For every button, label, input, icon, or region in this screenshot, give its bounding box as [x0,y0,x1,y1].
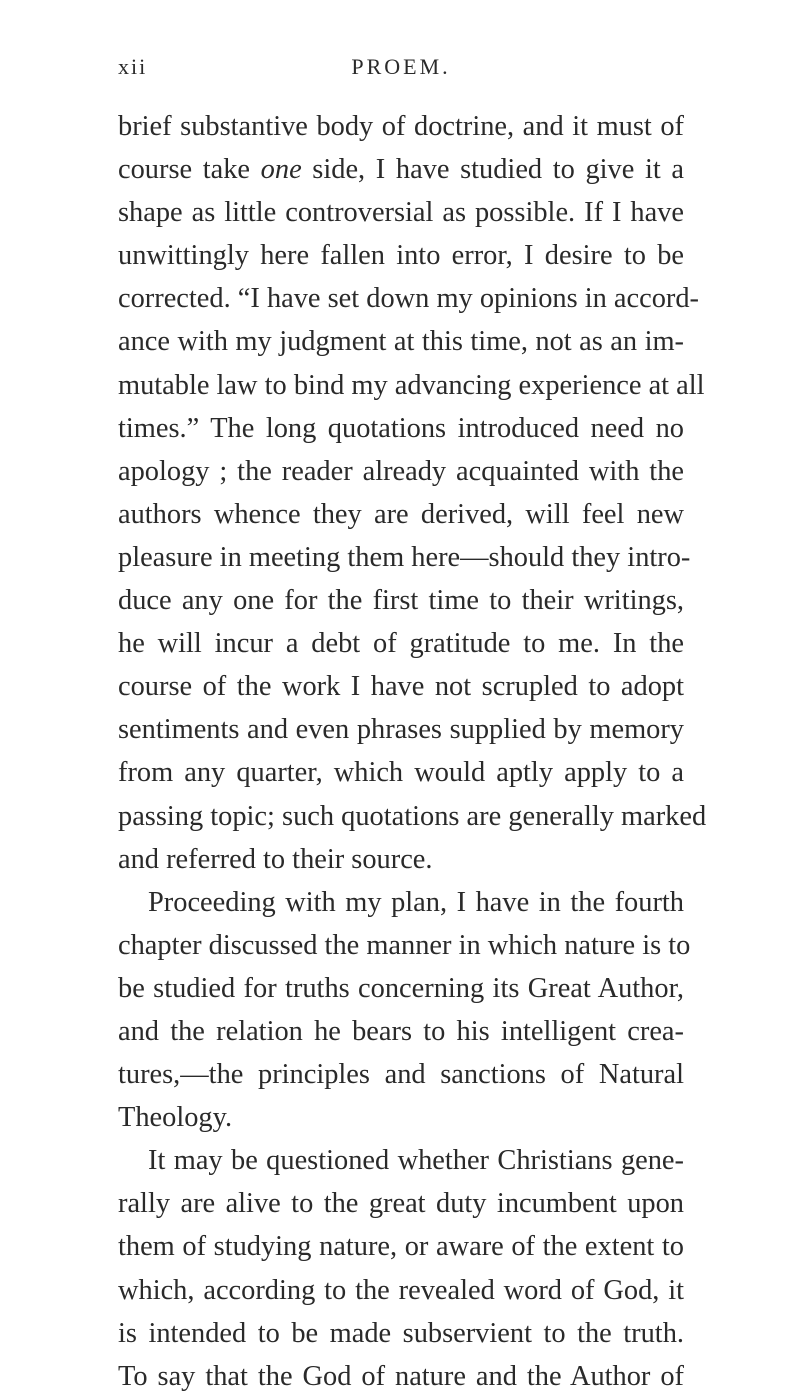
text-line [118,148,684,191]
page-header [118,54,684,84]
text-line: times.” The long quotations introduced need no [118,412,684,444]
text-line: passing topic; such quotations are generally marked [118,800,707,832]
text-line: unwittingly here fallen into error, I desire to be [118,240,684,272]
text-line: tures,—the principles and sanctions of Natural [118,1059,684,1091]
text-line: corrected. “I have set down my opinions in accord- [118,283,700,315]
text-line: duce any one for the first time to their writings, [118,585,684,617]
text-line: pleasure in meeting them here—should they intro- [118,541,691,573]
text-line: and the relation he bears to his intelligent crea- [118,1015,684,1047]
body-text [118,105,707,1398]
text-line: To say that the God of nature and the Author of [118,1360,684,1392]
text-line: and referred to their source. [118,843,433,875]
text-line: authors whence they are derived, will feel new [118,498,684,530]
text-line: be studied for truths concerning its Great Author, [118,972,684,1004]
text-line: them of studying nature, or aware of the extent to [118,1231,684,1263]
text-line: It may be questioned whether Christians gene- [148,1145,684,1177]
text-line: Proceeding with my plan, I have in the fourth [148,886,684,918]
page-number: xii [118,54,148,79]
text-line: Theology. [118,1102,233,1134]
text-segment: side, I have studied to give it a [301,154,685,186]
text-line: mutable law to bind my advancing experience at all [118,369,705,401]
text-segment: course take [118,154,261,186]
text-line: he will incur a debt of gratitude to me. In the [118,628,684,660]
text-line: chapter discussed the manner in which nature is to [118,929,691,961]
running-head: PROEM. [351,54,451,79]
text-line: shape as little controversial as possible. If I have [118,197,684,229]
emphasized-word: one [260,154,302,186]
text-line: which, according to the revealed word of God, it [118,1274,684,1306]
text-line: course of the work I have not scrupled to adopt [118,671,684,703]
text-line: brief substantive body of doctrine, and it must of [118,111,684,142]
text-line: from any quarter, which would aptly apply to a [118,757,684,789]
text-line: rally are alive to the great duty incumbent upon [118,1188,684,1220]
text-line: apology ; the reader already acquainted with the [118,455,684,487]
text-line: ance with my judgment at this time, not as an im- [118,326,684,358]
text-line: sentiments and even phrases supplied by memory [118,714,684,746]
text-line: is intended to be made subservient to the truth. [118,1317,684,1349]
